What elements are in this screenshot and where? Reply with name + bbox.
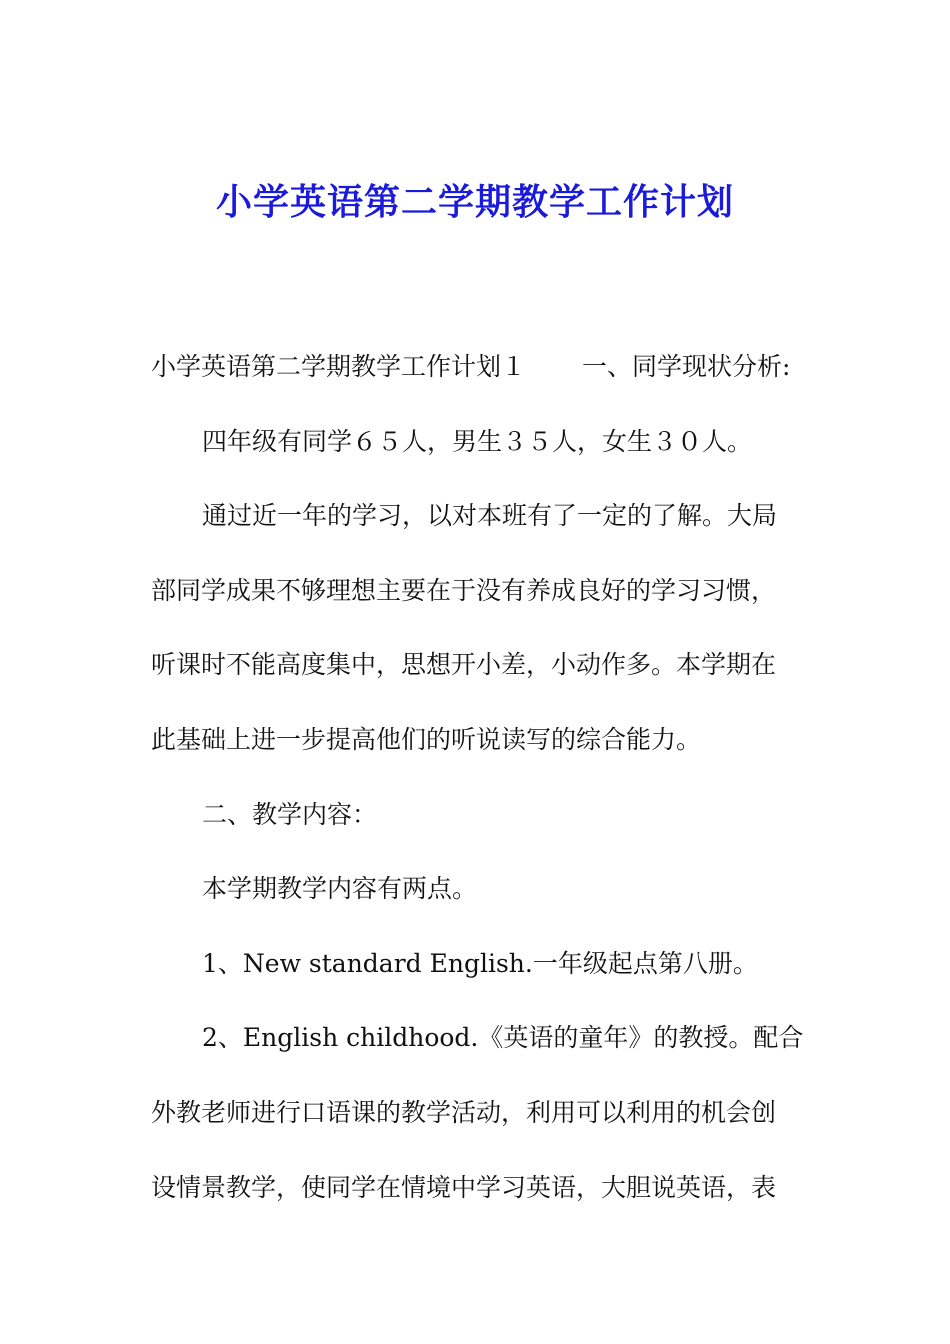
paragraph-line: 部同学成果不够理想主要在于没有养成良好的学习习惯，: [151, 575, 777, 605]
plan-heading: 小学英语第二学期教学工作计划１: [151, 352, 527, 381]
paragraph-line: 通过近一年的学习，以对本班有了一定的了解。大局: [202, 501, 778, 531]
paragraph-line: 听课时不能高度集中，思想开小差，小动作多。本学期在: [151, 650, 777, 680]
paragraph-line: 此基础上进一步提高他们的听说读写的综合能力。: [151, 724, 702, 754]
document-title: 小学英语第二学期教学工作计划: [215, 181, 734, 223]
list-item: 1、New standard English.一年级起点第八册。: [202, 948, 758, 978]
paragraph-line: 设情景教学，使同学在情境中学习英语，大胆说英语，表: [151, 1172, 777, 1202]
list-item: 2、English childhood.《英语的童年》的教授。配合: [202, 1023, 804, 1053]
paragraph-line: 外教老师进行口语课的教学活动，利用可以利用的机会创: [151, 1097, 777, 1127]
paragraph-line: 四年级有同学６５人，男生３５人，女生３０人。: [202, 426, 753, 456]
document-body: [151, 330, 807, 1225]
section-heading-1: 一、同学现状分析:: [582, 352, 791, 381]
paragraph-line: 本学期教学内容有两点。: [202, 874, 478, 904]
section-heading-2: 二、教学内容：: [202, 799, 378, 829]
paragraph-line: [151, 330, 807, 405]
